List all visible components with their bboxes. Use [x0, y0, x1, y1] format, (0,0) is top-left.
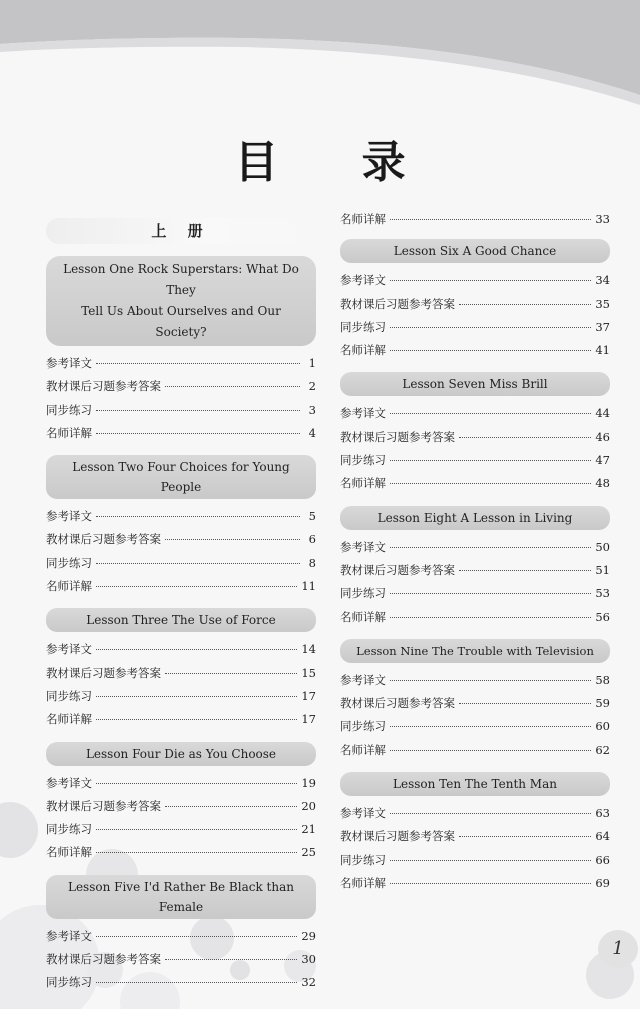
toc-entry-page: 35	[595, 296, 610, 311]
toc-entry-page: 46	[595, 429, 610, 444]
toc-entry[interactable]	[340, 669, 610, 692]
toc-entry-label: 同步练习	[340, 719, 386, 734]
toc-entry-page: 41	[595, 343, 610, 358]
toc-entry-page: 21	[301, 822, 316, 837]
toc-entry-label: 教材课后习题参考答案	[46, 798, 161, 813]
dot-leader	[96, 363, 300, 364]
toc-entry-label: 教材课后习题参考答案	[46, 532, 161, 547]
toc-entry-label: 教材课后习题参考答案	[46, 665, 161, 680]
toc-entry[interactable]	[340, 402, 610, 425]
toc-entry[interactable]	[46, 795, 316, 818]
dot-leader	[390, 750, 591, 751]
toc-entry-label: 教材课后习题参考答案	[340, 829, 455, 844]
lesson-heading[interactable]: Lesson Ten The Tenth Man	[340, 772, 610, 796]
dot-leader	[390, 617, 591, 618]
dot-leader	[96, 516, 300, 517]
toc-entry[interactable]	[340, 449, 610, 472]
dot-leader	[459, 304, 591, 305]
lesson-section	[340, 772, 610, 895]
toc-entry[interactable]	[46, 575, 316, 598]
dot-leader	[96, 563, 300, 564]
dot-leader	[165, 386, 300, 387]
toc-entry-page: 50	[595, 539, 610, 554]
toc-entry-label: 名师详解	[46, 845, 92, 860]
lesson-section	[340, 639, 610, 762]
toc-entry-label: 参考译文	[340, 672, 386, 687]
toc-entry[interactable]	[46, 375, 316, 398]
dot-leader	[459, 703, 591, 704]
toc-entry-page: 44	[595, 406, 610, 421]
toc-entry[interactable]	[46, 948, 316, 971]
dot-leader	[390, 680, 591, 681]
lesson-section	[46, 608, 316, 731]
dot-leader	[96, 696, 297, 697]
toc-entry-label: 参考译文	[340, 539, 386, 554]
lesson-heading[interactable]: Lesson Three The Use of Force	[46, 608, 316, 632]
toc-entry[interactable]	[46, 528, 316, 551]
toc-entry-page: 29	[301, 928, 316, 943]
toc-entry-label: 教材课后习题参考答案	[340, 562, 455, 577]
dot-leader	[165, 806, 297, 807]
toc-entry-page: 62	[595, 742, 610, 757]
toc-entry-page: 15	[301, 665, 316, 680]
toc-entry[interactable]	[340, 582, 610, 605]
toc-entry-label: 参考译文	[46, 928, 92, 943]
lesson-heading[interactable]: Lesson Four Die as You Choose	[46, 742, 316, 766]
toc-entry-label: 名师详解	[46, 425, 92, 440]
toc-entry-label: 参考译文	[340, 406, 386, 421]
toc-entry-label: 教材课后习题参考答案	[340, 296, 455, 311]
top-wave-decoration	[0, 0, 640, 120]
toc-entry-label: 参考译文	[46, 775, 92, 790]
toc-entry-label: 同步练习	[46, 975, 92, 990]
toc-entry[interactable]	[340, 316, 610, 339]
toc-entry-page: 34	[595, 273, 610, 288]
toc-entry[interactable]	[46, 925, 316, 948]
toc-entry-page: 32	[301, 975, 316, 990]
toc-entry-label: 教材课后习题参考答案	[46, 379, 161, 394]
dot-leader	[390, 726, 591, 727]
dot-leader	[96, 586, 297, 587]
lesson-section	[46, 256, 316, 445]
lesson-section	[340, 372, 610, 495]
dot-leader	[390, 280, 591, 281]
lesson-heading[interactable]: Lesson Nine The Trouble with Television	[340, 639, 610, 663]
toc-entry[interactable]	[340, 536, 610, 559]
dot-leader	[390, 350, 591, 351]
dot-leader	[96, 852, 297, 853]
toc-entry-page: 1	[308, 356, 316, 370]
toc-entry-page: 25	[301, 845, 316, 860]
toc-entry-page: 53	[595, 586, 610, 601]
toc-entry-label: 名师详解	[46, 579, 92, 594]
dot-leader	[96, 936, 297, 937]
toc-entry[interactable]	[46, 841, 316, 864]
toc-entry-page: 17	[301, 688, 316, 703]
toc-entry[interactable]	[340, 208, 610, 231]
toc-entry[interactable]	[46, 352, 316, 375]
toc-entry-page: 69	[595, 875, 610, 890]
toc-entry-page: 66	[595, 852, 610, 867]
dot-leader	[96, 982, 297, 983]
toc-entry[interactable]	[46, 399, 316, 422]
toc-entry-page: 64	[595, 829, 610, 844]
toc-entry-label: 教材课后习题参考答案	[46, 952, 161, 967]
dot-leader	[165, 539, 300, 540]
toc-entry-label: 同步练习	[46, 402, 92, 417]
toc-entry-label: 同步练习	[340, 319, 386, 334]
toc-entry-page: 5	[308, 509, 316, 524]
lesson-heading-line: Lesson One Rock Superstars: What Do They	[63, 262, 299, 297]
toc-entry[interactable]	[46, 772, 316, 795]
toc-entry-label: 教材课后习题参考答案	[340, 429, 455, 444]
lesson-heading[interactable]: Lesson Five I'd Rather Be Black than Female	[46, 875, 316, 919]
toc-entry-page: 59	[595, 696, 610, 711]
toc-entry[interactable]	[340, 849, 610, 872]
lesson-heading-line: Tell Us About Ourselves and Our Society?	[81, 304, 281, 339]
toc-entry-page: 56	[595, 609, 610, 624]
dot-leader	[96, 783, 297, 784]
dot-leader	[390, 547, 591, 548]
toc-right-column	[340, 208, 610, 905]
toc-entry-page: 30	[301, 952, 316, 967]
toc-entry-page: 58	[595, 672, 610, 687]
dot-leader	[96, 649, 297, 650]
lesson-heading[interactable]: Lesson Eight A Lesson in Living	[340, 506, 610, 530]
toc-left-column	[46, 218, 316, 1005]
dot-leader	[390, 483, 591, 484]
volume-label: 上 册	[46, 218, 316, 244]
toc-entry-page: 33	[595, 212, 610, 226]
toc-entry-page: 37	[595, 319, 610, 334]
toc-entry-label: 名师详解	[340, 476, 386, 491]
toc-entry-label: 参考译文	[46, 356, 92, 370]
dot-leader	[165, 959, 297, 960]
toc-entry-page: 47	[595, 453, 610, 468]
toc-entry-page: 2	[308, 379, 316, 394]
toc-entry-label: 同步练习	[46, 555, 92, 570]
dot-leader	[165, 673, 297, 674]
dot-leader	[96, 410, 300, 411]
dot-leader	[390, 413, 591, 414]
toc-entry[interactable]	[46, 662, 316, 685]
toc-entry[interactable]	[46, 685, 316, 708]
toc-entry-label: 名师详解	[340, 742, 386, 757]
toc-entry-label: 参考译文	[46, 642, 92, 657]
toc-entry[interactable]	[46, 971, 316, 994]
lesson-section	[46, 742, 316, 865]
toc-entry[interactable]	[46, 638, 316, 661]
toc-entry[interactable]	[340, 269, 610, 292]
page-number: 1	[598, 930, 638, 968]
toc-entry-page: 19	[301, 775, 316, 790]
toc-entry-page: 11	[301, 579, 316, 594]
toc-entry-page: 17	[301, 712, 316, 727]
dot-leader	[390, 219, 591, 220]
toc-entry-page: 48	[595, 476, 610, 491]
toc-entry[interactable]	[340, 715, 610, 738]
toc-entry-label: 参考译文	[340, 273, 386, 288]
toc-entry-page: 63	[595, 806, 610, 821]
toc-entry-page: 4	[308, 425, 316, 440]
dot-leader	[96, 433, 300, 434]
toc-entry[interactable]	[340, 606, 610, 629]
lesson-section	[46, 455, 316, 598]
toc-entry-label: 同步练习	[340, 586, 386, 601]
toc-entry-label: 同步练习	[340, 453, 386, 468]
toc-entry-label: 名师详解	[340, 343, 386, 358]
dot-leader	[96, 719, 297, 720]
toc-entry-label: 名师详解	[340, 875, 386, 890]
lesson-section	[46, 875, 316, 995]
page-title: 目 录	[234, 137, 440, 188]
toc-entry[interactable]	[46, 505, 316, 528]
dot-leader	[390, 593, 591, 594]
toc-entry[interactable]	[340, 692, 610, 715]
toc-entry-label: 名师详解	[340, 212, 386, 226]
dot-leader	[96, 829, 297, 830]
lesson-heading[interactable]: Lesson Six A Good Chance	[340, 239, 610, 263]
toc-entry-label: 名师详解	[46, 712, 92, 727]
toc-entry-page: 8	[308, 555, 316, 570]
toc-entry-page: 14	[301, 642, 316, 657]
lesson-heading[interactable]	[46, 256, 316, 346]
lesson-heading[interactable]: Lesson Seven Miss Brill	[340, 372, 610, 396]
toc-entry[interactable]	[46, 552, 316, 575]
toc-entry-page: 60	[595, 719, 610, 734]
toc-entry[interactable]	[340, 802, 610, 825]
dot-leader	[459, 570, 591, 571]
toc-entry[interactable]	[340, 339, 610, 362]
toc-entry[interactable]	[340, 739, 610, 762]
dot-leader	[390, 460, 591, 461]
toc-entry-page: 20	[301, 798, 316, 813]
toc-entry-label: 名师详解	[340, 609, 386, 624]
toc-entry-label: 参考译文	[46, 509, 92, 524]
toc-entry[interactable]	[340, 825, 610, 848]
dot-leader	[390, 327, 591, 328]
toc-entry-page: 6	[308, 532, 316, 547]
toc-entry[interactable]	[46, 818, 316, 841]
toc-entry-label: 同步练习	[340, 852, 386, 867]
lesson-section	[340, 506, 610, 629]
toc-entry-label: 参考译文	[340, 806, 386, 821]
dot-leader	[390, 883, 591, 884]
dot-leader	[390, 813, 591, 814]
dot-leader	[459, 836, 591, 837]
toc-entry[interactable]	[46, 422, 316, 445]
toc-entry[interactable]	[340, 872, 610, 895]
lesson-section	[340, 239, 610, 362]
dot-leader	[459, 437, 591, 438]
toc-entry[interactable]	[46, 708, 316, 731]
toc-entry[interactable]	[340, 293, 610, 316]
toc-entry[interactable]	[340, 559, 610, 582]
toc-entry-page: 3	[308, 402, 316, 417]
toc-entry-label: 同步练习	[46, 822, 92, 837]
toc-entry[interactable]	[340, 472, 610, 495]
toc-entry[interactable]	[340, 426, 610, 449]
toc-entry-label: 教材课后习题参考答案	[340, 696, 455, 711]
toc-entry-page: 51	[595, 562, 610, 577]
dot-leader	[390, 860, 591, 861]
lesson-heading[interactable]: Lesson Two Four Choices for Young People	[46, 455, 316, 499]
toc-entry-label: 同步练习	[46, 688, 92, 703]
